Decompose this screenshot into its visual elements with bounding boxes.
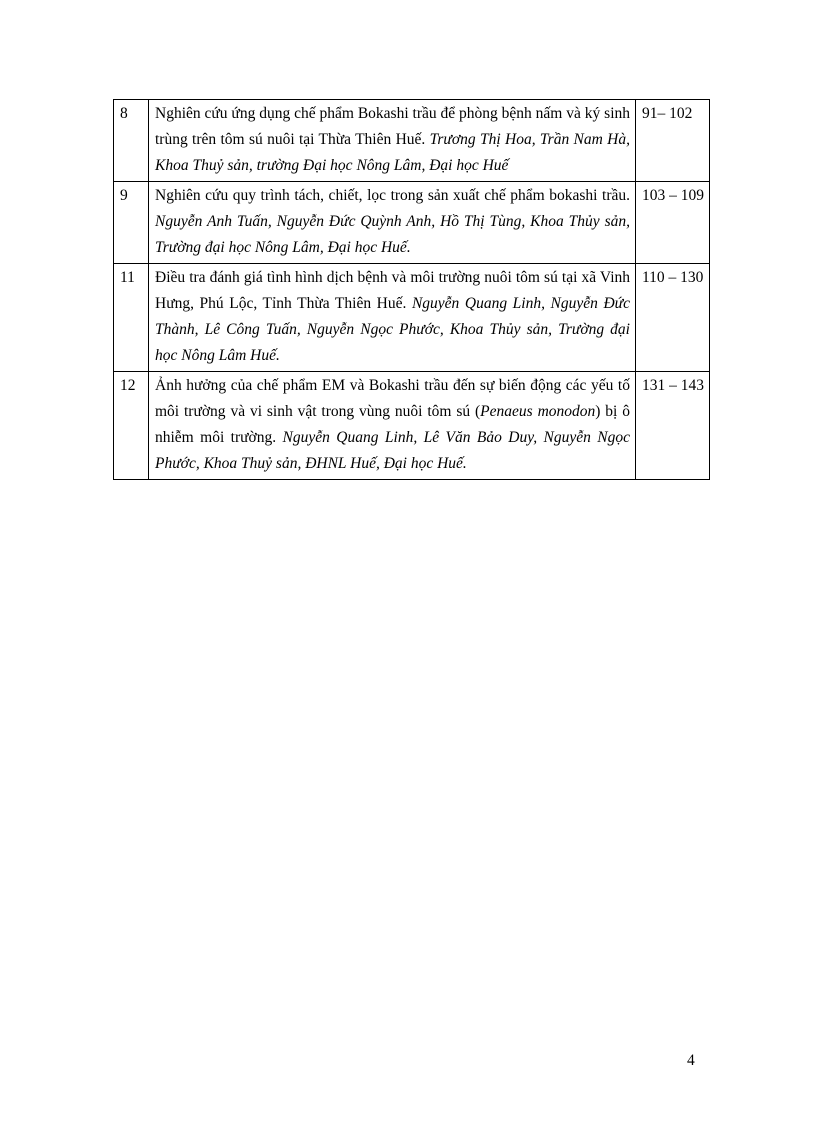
table-row (114, 264, 710, 372)
entry-title: Điều tra đánh giá tình hình dịch bệnh và môi trường nuôi tôm sú tại xã Vinh Hưng, Phú Lộc, Tỉnh Thừa Thiên Huế. (155, 269, 630, 312)
entry-title-cell (149, 100, 636, 182)
entry-title: Nghiên cứu quy trình tách, chiết, lọc trong sản xuất chế phẩm bokashi trầu. (155, 187, 630, 204)
entry-number: 9 (114, 182, 149, 264)
entry-pages: 110 – 130 (636, 264, 710, 372)
table-row (114, 100, 710, 182)
entry-authors: Nguyễn Anh Tuấn, Nguyễn Đức Quỳnh Anh, Hồ Thị Tùng, Khoa Thủy sản, Trường đại học Nông Lâm, Đại học Huế. (155, 213, 630, 256)
entry-authors: Nguyễn Quang Linh, Lê Văn Bảo Duy, Nguyễn Ngọc Phước, Khoa Thuỷ sản, ĐHNL Huế, Đại học Huế. (155, 429, 631, 472)
entry-number: 12 (114, 372, 149, 480)
entry-pages: 91– 102 (636, 100, 710, 182)
entry-title-cell (149, 372, 636, 480)
entry-authors: Nguyễn Quang Linh, Nguyễn Đức Thành, Lê Công Tuấn, Nguyễn Ngọc Phước, Khoa Thủy sản, Trường đại học Nông Lâm Huế. (155, 295, 631, 364)
table-row (114, 182, 710, 264)
entry-title: Ảnh hưởng của chế phẩm EM và Bokashi trầu đến sự biến động các yếu tố môi trường và vi sinh vật trong vùng nuôi tôm sú ( (155, 377, 630, 420)
entry-number: 8 (114, 100, 149, 182)
entry-title-cell (149, 264, 636, 372)
entry-pages: 103 – 109 (636, 182, 710, 264)
table-of-contents (113, 99, 710, 480)
table-row (114, 372, 710, 480)
entry-pages: 131 – 143 (636, 372, 710, 480)
entry-authors: Trương Thị Hoa, Trần Nam Hà, Khoa Thuỷ sản, trường Đại học Nông Lâm, Đại học Huế (155, 131, 630, 174)
entry-number: 11 (114, 264, 149, 372)
page-number: 4 (687, 1052, 695, 1069)
entry-title: Nghiên cứu ứng dụng chế phẩm Bokashi trầu để phòng bệnh nấm và ký sinh trùng trên tôm sú nuôi tại Thừa Thiên Huế. (155, 105, 630, 148)
entry-title-cell (149, 182, 636, 264)
entry-title-end: ) bị ô nhiễm môi trường. (155, 403, 630, 446)
species-name: Penaeus monodon (480, 403, 596, 420)
